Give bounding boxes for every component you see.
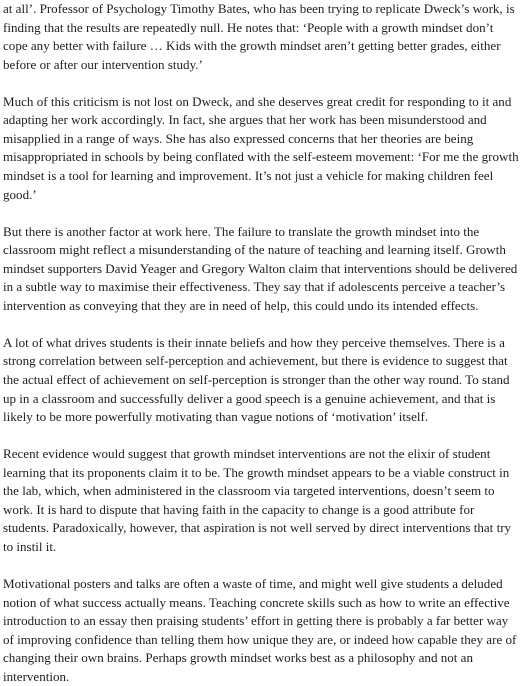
paragraph-2: Much of this criticism is not lost on Dweck, and she deserves great credit for responding to it and adapting her work accordingly. In fact, she argues that her work has been misunderstood and misapplied in a range of ways. She has also expressed concerns that her theories are being misappropriated in schools by being conflated with the self-esteem movement: ‘For me the growth mindset is a tool for learning and improvement. It’s not just a vehicle for making children feel good.’: [3, 93, 519, 202]
paragraph-5: Recent evidence would suggest that growth mindset interventions are not the elixir of student learning that its proponents claim it to be. The growth mindset appears to be a viable construct in the lab, which, when administered in the classroom via targeted interventions, doesn’t seem to work. It is hard to dispute that having faith in the capacity to change is a good attribute for students. Paradoxically, however, that aspiration is not well served by direct interventions that try to instil it.: [3, 446, 512, 555]
paragraph-1: at all’. Professor of Psychology Timothy Bates, who has been trying to replicate Dweck’s work, is finding that the results are repeatedly null. He notes that: ‘People with a growth mindset don’t cope any better with failure … Kids with the growth mindset aren’t getting better grades, either before or after our intervention study.’: [3, 1, 515, 72]
article-body: [3, 0, 520, 686]
paragraph-4: A lot of what drives students is their innate beliefs and how they perceive themselves. There is a strong correlation between self-perception and achievement, but there is evidence to suggest that the actual effect of achievement on self-perception is stronger than the other way round. To stand up in a classroom and successfully deliver a good speech is a genuine achievement, and that is likely to be more powerfully motivating than vague notions of ‘motivation’ itself.: [3, 334, 510, 425]
paragraph-6: Motivational posters and talks are often a waste of time, and might well give students a deluded notion of what success actually means. Teaching concrete skills such as how to write an effective introduction to an essay then praising students’ effort in getting there is probably a far better way of improving confidence than telling them how unique they are, or indeed how capable they are of changing their own brains. Perhaps growth mindset works best as a philosophy and not an intervention.: [3, 575, 517, 684]
paragraph-3: But there is another factor at work here. The failure to translate the growth mindset into the classroom might reflect a misunderstanding of the nature of teaching and learning itself. Growth mindset supporters David Yeager and Gregory Walton claim that interventions should be delivered in a subtle way to maximise their effectiveness. They say that if adolescents perceive a teacher’s intervention as conveying that they are in need of help, this could undo its intended effects.: [3, 223, 518, 313]
